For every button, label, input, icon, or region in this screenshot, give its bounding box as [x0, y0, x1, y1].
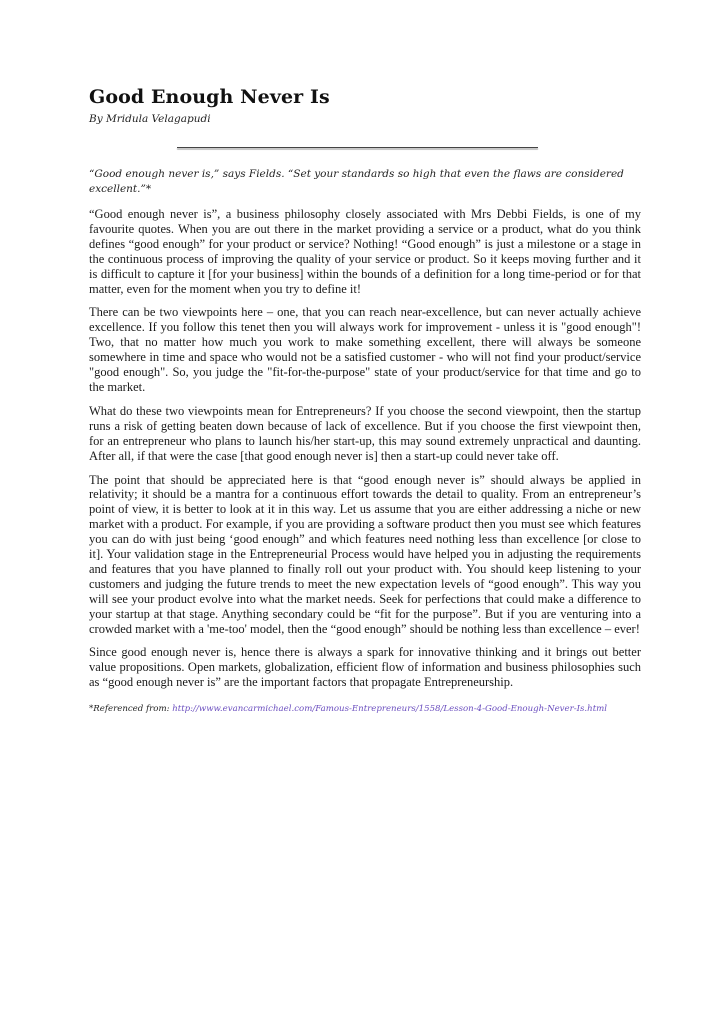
body-paragraph: What do these two viewpoints mean for Entrepreneurs? If you choose the second viewpoint, then the startup runs a risk of getting beaten down because of lack of excellence. But if you choose the first viewpoint then, for an entrepreneur who plans to launch his/her start-up, this may sound extremely unpractical and daunting. After all, if that were the case [that good enough never is] then a start-up could never take off.: [89, 403, 641, 463]
author-byline: By Mridula Velagapudi: [89, 113, 211, 125]
reference-footnote: [89, 703, 641, 715]
epigraph-quote: “Good enough never is,” says Fields. “Set your standards so high that even the flaws are considered excellent.”*: [89, 168, 624, 195]
title-divider: [177, 147, 538, 148]
page-title: Good Enough Never Is: [89, 86, 330, 108]
article: [89, 86, 641, 715]
body-paragraph: There can be two viewpoints here – one, that you can reach near-excellence, but can never actually achieve excellence. If you follow this tenet then you will always work for improvement - unless it is "good enough"! Two, that no matter how much you work to make something excellent, there will always be someone somewhere in time and space who would not be a satisfied customer - who will not find your product/service "good enough". So, you judge the "fit-for-the-purpose" state of your product/service for that time and go to the market.: [89, 305, 641, 394]
reference-label: *Referenced from:: [89, 704, 173, 715]
body-paragraph: The point that should be appreciated here is that “good enough never is” should always be applied in relativity; it should be a mantra for a continuous effort towards the detail to quality. From an entrepreneur’s point of view, it is better to look at it in this way. Let us assume that you are either addressing a niche or new market with a product. For example, if you are providing a software product then you must see which features you can do with just being ‘good enough” and which features need nothing less than excellence [or close to it]. Your validation stage in the Entrepreneurial Process would have helped you in adjusting the requirements and features that you have planned to finally roll out your product with. You should keep listening to your customers and judging the future trends to meet the new expectation levels of “good enough”. This way you will see your product evolve into what the market needs. Seek for perfections that could make a difference to your startup at that stage. Anything secondary could be “fit for the purpose”. But if you are venturing into a crowded market with a 'me-too' model, then the “good enough” should be nothing less than excellence – ever!: [89, 472, 641, 636]
reference-link[interactable]: http://www.evancarmichael.com/Famous-Entrepreneurs/1558/Lesson-4-Good-Enough-Never-Is.html: [172, 704, 608, 715]
body-paragraph: Since good enough never is, hence there is always a spark for innovative thinking and it brings out better value propositions. Open markets, globalization, efficient flow of information and business philosophies such as “good enough never is” are the important factors that propagate Entrepreneurship.: [89, 645, 641, 690]
body-paragraph: “Good enough never is”, a business philosophy closely associated with Mrs Debbi Fields, is one of my favourite quotes. When you are out there in the market providing a service or a product, what do you think defines “good enough” for your product or service? Nothing! “Good enough” is just a milestone or a stage in the continuous process of improving the quality of your service or product. So it keeps moving further and it is difficult to capture it [for your business] within the bounds of a definition for a long time-period or for that matter, even for the moment when you try to define it!: [89, 207, 641, 296]
